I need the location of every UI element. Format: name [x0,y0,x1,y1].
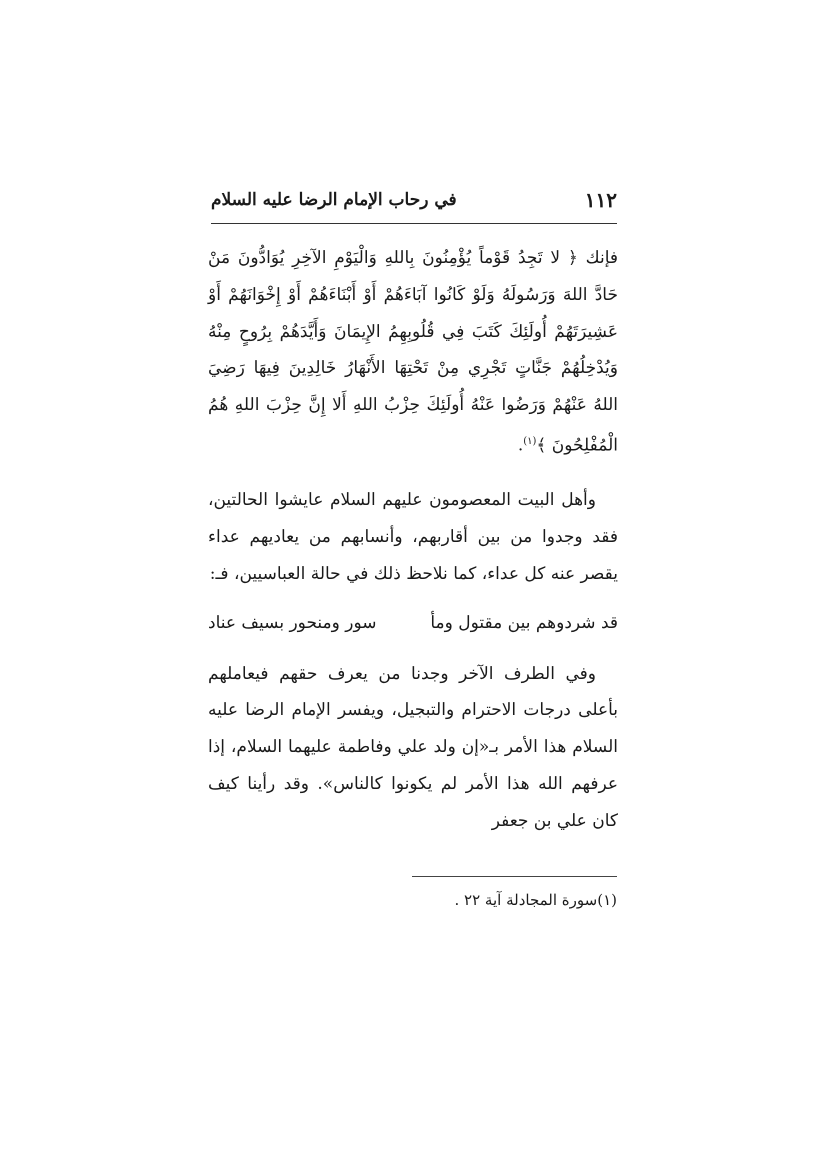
running-header [211,186,617,214]
paragraph-other-side: وفي الطرف الآخر وجدنا من يعرف حقهم فيعاملهم بأعلى درجات الاحترام والتبجيل، ويفسر الإمام الرضا عليه السلام هذا الأمر بـ«إن ولد علي وفاطمة عليهما السلام، إذا عرفهم الله هذا الأمر لم يكونوا كالناس». وقد رأينا كيف كان علي بن جعفر [208,663,618,831]
header-divider [211,223,617,224]
verse-second-hemistich: سور ومنحور بسيف عناد [208,612,377,633]
quran-quote-end: . [517,435,524,456]
footnote: (١)سورة المجادلة آية ٢٢ . [454,891,617,909]
main-text [208,240,618,840]
poetry-verse [208,605,618,642]
footnote-marker: (١) [523,435,537,447]
page-number: ١١٢ [584,188,617,212]
book-title: في رحاب الإمام الرضا عليه السلام [211,190,457,210]
quran-quote: فإنك ﴿ لا تَجِدُ قَوْماً يُؤْمِنُونَ بِاللهِ وَالْيَوْمِ الآخِرِ يُوَادُّونَ مَنْ حَادَّ اللهَ وَرَسُولَهُ وَلَوْ كَانُوا آبَاءَهُمْ أَوْ أَبْنَاءَهُمْ أَوْ إِخْوَانَهُمْ أَوْ عَشِيرَتَهُمْ أُولَئِكَ كَتَبَ فِي قُلُوبِهِمُ الإِيمَانَ وَأَيَّدَهُمْ بِرُوحٍ مِنْهُ وَيُدْخِلُهُمْ جَنَّاتٍ تَجْرِي مِنْ تَحْتِهَا الأَنْهَارُ خَالِدِينَ فِيهَا رَضِيَ اللهُ عَنْهُمْ وَرَضُوا عَنْهُ أُولَئِكَ حِزْبُ اللهِ أَلا إِنَّ حِزْبَ اللهِ هُمُ الْمُفْلِحُونَ ﴾ [208,248,618,456]
footnote-divider [412,876,617,877]
verse-first-hemistich: قد شردوهم بين مقتول ومأ [430,612,618,633]
quran-quote-paragraph [208,240,618,464]
paragraph-ahl-al-bayt: وأهل البيت المعصومون عليهم السلام عايشوا الحالتين، فقد وجدوا من بين أقاربهم، وأنسابهم من يعاديهم عداء يقصر عنه كل عداء، كما نلاحظ ذلك في حالة العباسيين، فـ: [208,490,618,585]
